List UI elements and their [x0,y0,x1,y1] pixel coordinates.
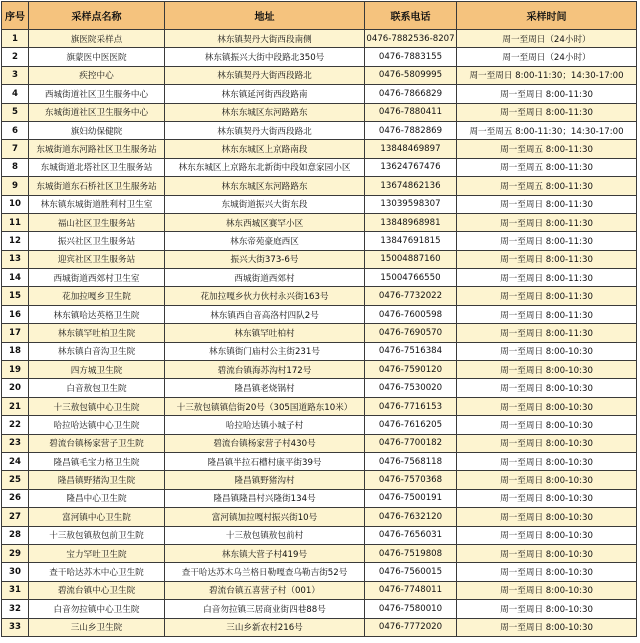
cell-phone: 0476-7700182 [365,434,457,452]
cell-phone: 13848469897 [365,140,457,158]
cell-index: 21 [2,397,29,415]
cell-site-name: 林东镇罕吐柏卫生院 [29,324,165,342]
cell-sampling-time: 周一至周日 8:00-10:30 [457,508,637,526]
table-row [2,416,637,434]
cell-phone: 13674862136 [365,177,457,195]
cell-site-name: 碧流台镇中心卫生院 [29,581,165,599]
cell-address: 林东东城区上京路东北新街中段如意家园小区 [165,158,365,176]
cell-index: 16 [2,305,29,323]
cell-address: 隆昌镇老烧锅村 [165,379,365,397]
table-row [2,489,637,507]
cell-sampling-time: 周一至周日（24小时） [457,30,637,48]
cell-index: 10 [2,195,29,213]
table-row [2,30,637,48]
cell-address: 富河镇加拉嘎村振兴街10号 [165,508,365,526]
cell-index: 9 [2,177,29,195]
cell-site-name: 十三敖包镇中心卫生院 [29,397,165,415]
cell-sampling-time: 周一至周日 8:00-11:30 [457,232,637,250]
cell-sampling-time: 周一至周日 8:00-11:30 [457,85,637,103]
cell-address: 林东镇大营子村419号 [165,544,365,562]
cell-phone: 0476-7600598 [365,305,457,323]
cell-site-name: 东城街道东石桥社区卫生服务站 [29,177,165,195]
table-row [2,508,637,526]
cell-phone: 0476-7632120 [365,508,457,526]
cell-index: 25 [2,471,29,489]
table-row [2,158,637,176]
cell-sampling-time: 周一至周五 8:00-11:30 [457,177,637,195]
cell-index: 28 [2,526,29,544]
cell-site-name: 西城街道西郊村卫生室 [29,269,165,287]
cell-sampling-time: 周一至周日 8:00-11:30 [457,195,637,213]
table-row [2,361,637,379]
cell-site-name: 哈拉哈达镇中心卫生院 [29,416,165,434]
cell-phone: 0476-7530020 [365,379,457,397]
cell-site-name: 富河镇中心卫生院 [29,508,165,526]
cell-phone: 0476-7500191 [365,489,457,507]
cell-phone: 0476-7516384 [365,342,457,360]
cell-index: 18 [2,342,29,360]
cell-site-name: 疾控中心 [29,66,165,84]
cell-phone: 0476-7880411 [365,103,457,121]
cell-index: 22 [2,416,29,434]
cell-phone: 0476-5809995 [365,66,457,84]
header-address: 地址 [165,2,365,30]
cell-sampling-time: 周一至周日 8:00-11:30 [457,213,637,231]
table-row [2,140,637,158]
table-row [2,305,637,323]
cell-sampling-time: 周一至周五 8:00-11:30；14:30-17:00 [457,121,637,139]
cell-site-name: 白音勿拉镇中心卫生院 [29,600,165,618]
cell-site-name: 隆昌镇毛宝力格卫生院 [29,452,165,470]
cell-address: 隆昌镇半拉石槽村康平街39号 [165,452,365,470]
cell-sampling-time: 周一至周日 8:00-10:30 [457,618,637,636]
cell-site-name: 东城街道社区卫生服务中心 [29,103,165,121]
cell-address: 隆昌镇野猪沟村 [165,471,365,489]
cell-address: 西城街道西郊村 [165,269,365,287]
cell-phone: 0476-7560015 [365,563,457,581]
table-row [2,342,637,360]
cell-site-name: 白音敖包卫生院 [29,379,165,397]
cell-site-name: 迎宾社区卫生服务站 [29,250,165,268]
header-site-name: 采样点名称 [29,2,165,30]
cell-address: 林东镇契丹大街西段路北 [165,66,365,84]
cell-sampling-time: 周一至周日 8:00-11:30；14:30-17:00 [457,66,637,84]
cell-phone: 0476-7616205 [365,416,457,434]
cell-sampling-time: 周一至周日 8:00-11:30 [457,287,637,305]
cell-sampling-time: 周一至周日 8:00-10:30 [457,342,637,360]
cell-sampling-time: 周一至周日 8:00-11:30 [457,324,637,342]
sampling-sites-table [1,1,637,637]
cell-index: 6 [2,121,29,139]
cell-sampling-time: 周一至周日 8:00-10:30 [457,600,637,618]
cell-index: 11 [2,213,29,231]
cell-site-name: 三山乡卫生院 [29,618,165,636]
cell-site-name: 东城街道北塔社区卫生服务站 [29,158,165,176]
table-header [2,2,637,30]
cell-site-name: 东城街道东河路社区卫生服务站 [29,140,165,158]
header-phone: 联系电话 [365,2,457,30]
table-row [2,581,637,599]
cell-index: 20 [2,379,29,397]
cell-site-name: 旗蒙医中医医院 [29,48,165,66]
cell-index: 1 [2,30,29,48]
table-row [2,103,637,121]
cell-phone: 0476-7732022 [365,287,457,305]
cell-site-name: 福山社区卫生服务站 [29,213,165,231]
cell-address: 林东东城区东河路路东 [165,103,365,121]
table-row [2,48,637,66]
cell-sampling-time: 周一至周日 8:00-10:30 [457,489,637,507]
cell-phone: 0476-7882536-8207 [365,30,457,48]
cell-sampling-time: 周一至周日 8:00-10:30 [457,471,637,489]
cell-address: 白音勿拉镇三居商业街四巷88号 [165,600,365,618]
cell-phone: 0476-7716153 [365,397,457,415]
cell-phone: 13847691815 [365,232,457,250]
cell-index: 29 [2,544,29,562]
cell-address: 林东镇罕吐柏村 [165,324,365,342]
cell-address: 林东镇延河街西段路南 [165,85,365,103]
table-row [2,618,637,636]
cell-site-name: 林东镇东城街道胜利村卫生室 [29,195,165,213]
table-row [2,526,637,544]
cell-phone: 0476-7748011 [365,581,457,599]
cell-sampling-time: 周一至周日 8:00-10:30 [457,526,637,544]
cell-address: 碧流台镇五喜营子村（001） [165,581,365,599]
table-row [2,434,637,452]
cell-site-name: 林东镇哈达英格卫生院 [29,305,165,323]
cell-index: 26 [2,489,29,507]
cell-index: 5 [2,103,29,121]
table-row [2,452,637,470]
cell-address: 林东东城区东河路路东 [165,177,365,195]
cell-sampling-time: 周一至周日 8:00-10:30 [457,416,637,434]
cell-phone: 15004887160 [365,250,457,268]
cell-address: 林东镇西自音高洛村四队2号 [165,305,365,323]
cell-index: 24 [2,452,29,470]
cell-index: 33 [2,618,29,636]
cell-index: 23 [2,434,29,452]
cell-phone: 0476-7570368 [365,471,457,489]
cell-phone: 0476-7519808 [365,544,457,562]
cell-index: 19 [2,361,29,379]
cell-site-name: 碧流台镇杨家营子卫生院 [29,434,165,452]
cell-sampling-time: 周一至周日 8:00-10:30 [457,397,637,415]
table-row [2,397,637,415]
cell-sampling-time: 周一至周五 8:00-11:30 [457,140,637,158]
cell-sampling-time: 周一至周日 8:00-11:30 [457,305,637,323]
cell-phone: 0476-7772020 [365,618,457,636]
table-row [2,121,637,139]
cell-index: 7 [2,140,29,158]
table-row [2,269,637,287]
cell-site-name: 振兴社区卫生服务站 [29,232,165,250]
cell-sampling-time: 周一至周日 8:00-10:30 [457,563,637,581]
cell-sampling-time: 周一至周日 8:00-10:30 [457,361,637,379]
cell-phone: 15004766550 [365,269,457,287]
cell-phone: 13039598307 [365,195,457,213]
cell-sampling-time: 周一至周日 8:00-10:30 [457,544,637,562]
cell-phone: 0476-7690570 [365,324,457,342]
cell-index: 13 [2,250,29,268]
cell-index: 27 [2,508,29,526]
cell-index: 3 [2,66,29,84]
header-row [2,2,637,30]
cell-phone: 0476-7866829 [365,85,457,103]
table-row [2,544,637,562]
cell-address: 林东西城区赛罕小区 [165,213,365,231]
cell-sampling-time: 周一至周日 8:00-10:30 [457,379,637,397]
cell-sampling-time: 周一至周日 8:00-11:30 [457,250,637,268]
cell-site-name: 四方城卫生院 [29,361,165,379]
cell-sampling-time: 周一至周日（24小时） [457,48,637,66]
cell-address: 花加拉嘎乡伙力伙村永兴街163号 [165,287,365,305]
cell-address: 林东东城区上京路南段 [165,140,365,158]
cell-address: 查干哈达苏木乌兰格日勒嘎查乌勒吉街52号 [165,563,365,581]
table-row [2,66,637,84]
cell-address: 碧流台镇海苏沟村172号 [165,361,365,379]
cell-phone: 13624767476 [365,158,457,176]
cell-index: 4 [2,85,29,103]
cell-address: 碧流台镇杨家营子村430号 [165,434,365,452]
table-row [2,250,637,268]
cell-site-name: 查干哈达苏木中心卫生院 [29,563,165,581]
cell-index: 8 [2,158,29,176]
cell-address: 林东镇振兴大街中段路北350号 [165,48,365,66]
table-body [2,30,637,637]
table-row [2,287,637,305]
cell-address: 林东帝苑豪庭西区 [165,232,365,250]
cell-site-name: 西城街道社区卫生服务中心 [29,85,165,103]
cell-phone: 0476-7656031 [365,526,457,544]
cell-sampling-time: 周一至周日 8:00-11:30 [457,269,637,287]
cell-address: 林东镇契丹大街西段路北 [165,121,365,139]
header-sampling-time: 采样时间 [457,2,637,30]
cell-site-name: 林东镇白音沟卫生院 [29,342,165,360]
cell-sampling-time: 周一至周五 8:00-11:30 [457,158,637,176]
cell-sampling-time: 周一至周日 8:00-10:30 [457,452,637,470]
cell-address: 林东镇契丹大街西段南侧 [165,30,365,48]
cell-site-name: 隆昌镇野猪沟卫生院 [29,471,165,489]
cell-site-name: 十三敖包镇敖包前卫生院 [29,526,165,544]
cell-address: 东城街道振兴大街东段 [165,195,365,213]
cell-phone: 0476-7883155 [365,48,457,66]
table-row [2,232,637,250]
cell-address: 十三敖包镇敖包前村 [165,526,365,544]
cell-index: 15 [2,287,29,305]
cell-index: 31 [2,581,29,599]
cell-site-name: 旗妇幼保健院 [29,121,165,139]
cell-phone: 0476-7580010 [365,600,457,618]
cell-index: 30 [2,563,29,581]
cell-index: 14 [2,269,29,287]
header-index: 序号 [2,2,29,30]
table-row [2,177,637,195]
cell-phone: 13848968981 [365,213,457,231]
cell-address: 三山乡新农村216号 [165,618,365,636]
cell-index: 12 [2,232,29,250]
cell-sampling-time: 周一至周日 8:00-10:30 [457,434,637,452]
cell-site-name: 花加拉嘎乡卫生院 [29,287,165,305]
table-row [2,563,637,581]
cell-address: 林东镇街门庙村公主街231号 [165,342,365,360]
cell-address: 哈拉哈达镇小城子村 [165,416,365,434]
table-row [2,195,637,213]
table-row [2,324,637,342]
table-row [2,471,637,489]
cell-sampling-time: 周一至周日 8:00-10:30 [457,581,637,599]
cell-phone: 0476-7568118 [365,452,457,470]
cell-index: 2 [2,48,29,66]
cell-site-name: 隆昌中心卫生院 [29,489,165,507]
cell-phone: 0476-7590120 [365,361,457,379]
cell-address: 十三敖包镇镇信街20号（305国道路东10米） [165,397,365,415]
table-row [2,600,637,618]
cell-site-name: 旗医院采样点 [29,30,165,48]
cell-sampling-time: 周一至周日 8:00-11:30 [457,103,637,121]
cell-phone: 0476-7882869 [365,121,457,139]
cell-site-name: 宝力罕吐卫生院 [29,544,165,562]
cell-index: 32 [2,600,29,618]
cell-address: 振兴大街373-6号 [165,250,365,268]
cell-index: 17 [2,324,29,342]
cell-address: 隆昌镇隆昌村兴隆街134号 [165,489,365,507]
table-row [2,379,637,397]
table-row [2,85,637,103]
table-row [2,213,637,231]
